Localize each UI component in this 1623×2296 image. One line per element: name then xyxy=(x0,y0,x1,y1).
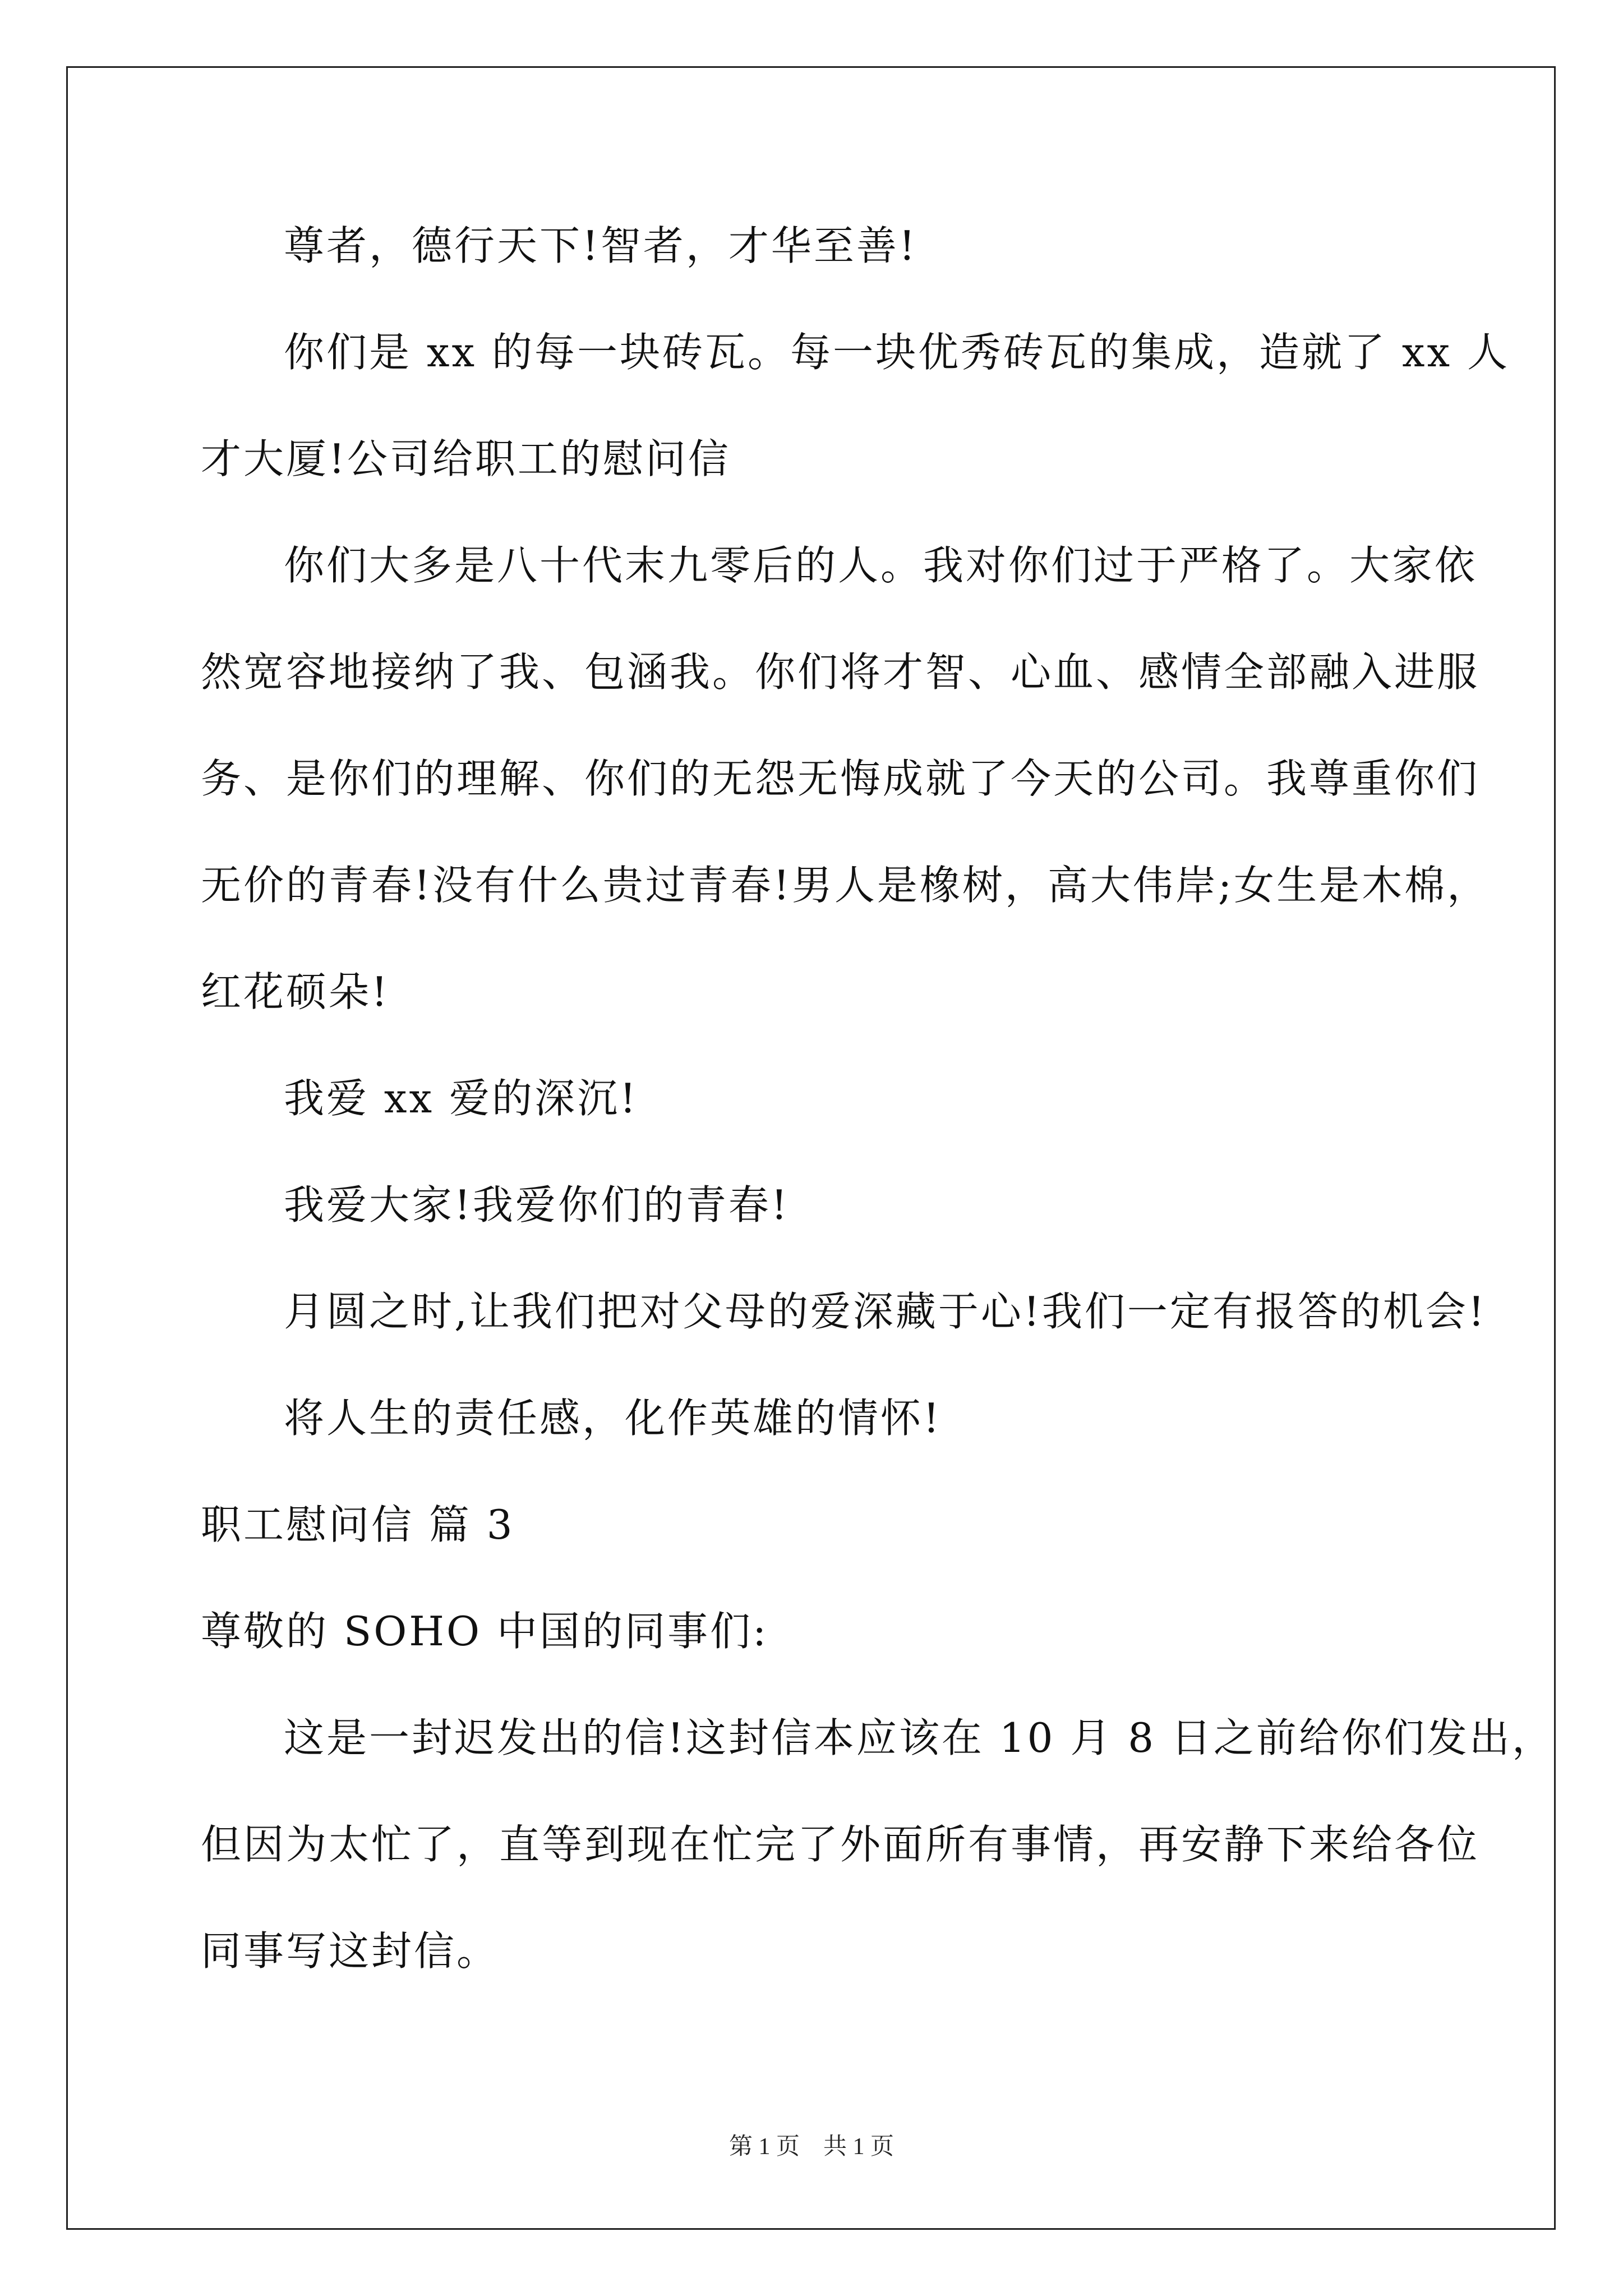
page-number-footer: 第 1 页 共 1 页 xyxy=(728,2134,894,2160)
paragraph-line-3: 才大厦!公司给职工的慰问信 xyxy=(201,435,731,482)
paragraph-line-10: 我爱大家!我爱你们的青春! xyxy=(284,1181,790,1228)
paragraph-line-8: 红花硕朵! xyxy=(201,968,390,1015)
paragraph-line-11: 月圆之时,让我们把对父母的爱深藏于心!我们一定有报答的机会! xyxy=(284,1288,1487,1335)
paragraph-line-2: 你们是 xx 的每一块砖瓦。每一块优秀砖瓦的集成，造就了 xx 人 xyxy=(284,329,1510,376)
salutation-line: 尊敬的 SOHO 中国的同事们: xyxy=(201,1608,769,1655)
page-border xyxy=(66,66,1556,2230)
paragraph-line-6: 务、是你们的理解、你们的无怨无悔成就了今天的公司。我尊重你们 xyxy=(201,755,1480,802)
paragraph-line-16: 但因为太忙了，直等到现在忙完了外面所有事情，再安静下来给各位 xyxy=(201,1821,1480,1868)
paragraph-line-5: 然宽容地接纳了我、包涵我。你们将才智、心血、感情全部融入进服 xyxy=(201,648,1480,696)
paragraph-line-9: 我爱 xx 爱的深沉! xyxy=(284,1075,638,1122)
paragraph-line-1: 尊者，德行天下!智者，才华至善! xyxy=(284,222,917,269)
paragraph-line-12: 将人生的责任感，化作英雄的情怀! xyxy=(284,1395,942,1442)
paragraph-line-15: 这是一封迟发出的信!这封信本应该在 10 月 8 日之前给你们发出， xyxy=(284,1714,1555,1761)
section-heading: 职工慰问信 篇 3 xyxy=(201,1501,515,1548)
paragraph-line-7: 无价的青春!没有什么贵过青春!男人是橡树，高大伟岸;女生是木棉， xyxy=(201,862,1490,909)
paragraph-line-17: 同事写这封信。 xyxy=(201,1927,500,1975)
paragraph-line-4: 你们大多是八十代末九零后的人。我对你们过于严格了。大家依 xyxy=(284,542,1478,589)
